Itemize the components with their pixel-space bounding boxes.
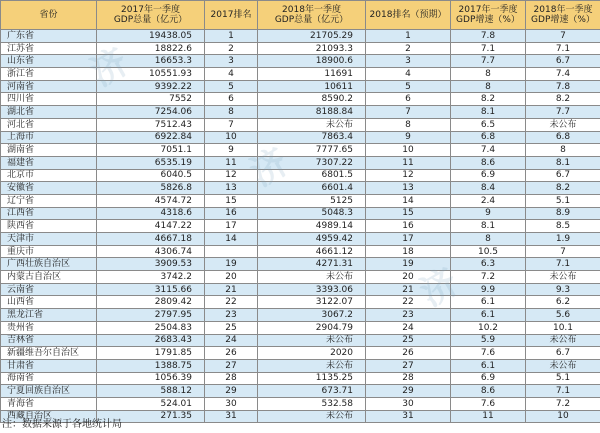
table-header-row [1,1,600,30]
cell-gdp-2017: 3909.53 [97,258,205,271]
table-row [1,30,600,43]
cell-rank-2017: 14 [205,233,258,246]
header-rank-2017: 2017排名 [205,1,258,30]
cell-growth-2018: 5.6 [526,309,600,322]
cell-growth-2017: 7.4 [451,144,526,157]
cell-province: 浙江省 [1,68,97,81]
cell-rank-2017: 30 [205,397,258,410]
cell-rank-2017: 4 [205,68,258,81]
cell-rank-2017: 29 [205,385,258,398]
cell-growth-2017: 7.8 [451,30,526,43]
cell-growth-2017: 6.1 [451,359,526,372]
cell-rank-2017: 16 [205,207,258,220]
cell-gdp-2018: 1135.25 [258,372,366,385]
cell-gdp-2018: 10611 [258,80,366,93]
cell-gdp-2018: 21093.3 [258,42,366,55]
cell-rank-2017: 10 [205,131,258,144]
cell-gdp-2017: 1791.85 [97,347,205,360]
cell-gdp-2017: 2809.42 [97,296,205,309]
table-row [1,118,600,131]
cell-province: 湖北省 [1,106,97,119]
cell-rank-2018: 21 [366,283,451,296]
cell-gdp-2018: 2020 [258,347,366,360]
cell-rank-2017: 21 [205,283,258,296]
cell-gdp-2017: 6922.84 [97,131,205,144]
cell-rank-2017: 5 [205,80,258,93]
cell-gdp-2017: 2797.95 [97,309,205,322]
cell-rank-2018: 17 [366,233,451,246]
header-gdp-2018: 2018年一季度 GDP总量（亿元） [258,1,366,30]
cell-growth-2018: 7.8 [526,80,600,93]
cell-growth-2018: 8.2 [526,93,600,106]
cell-gdp-2017: 6535.19 [97,156,205,169]
cell-gdp-2018: 3122.07 [258,296,366,309]
cell-growth-2017: 7.7 [451,55,526,68]
cell-rank-2018: 29 [366,385,451,398]
cell-gdp-2017: 16653.3 [97,55,205,68]
header-gdp-2017: 2017年一季度 GDP总量（亿元） [97,1,205,30]
cell-province: 上海市 [1,131,97,144]
cell-gdp-2018: 6801.5 [258,169,366,182]
header-province: 省份 [1,1,97,30]
table-row [1,207,600,220]
table-row [1,131,600,144]
cell-growth-2018: 8.9 [526,207,600,220]
cell-gdp-2017: 4574.72 [97,194,205,207]
cell-province: 四川省 [1,93,97,106]
cell-growth-2018: 6.8 [526,131,600,144]
cell-growth-2017: 6.8 [451,131,526,144]
cell-province: 云南省 [1,283,97,296]
cell-growth-2018: 8.5 [526,220,600,233]
cell-gdp-2017: 271.35 [97,410,205,423]
table-row [1,169,600,182]
cell-growth-2018: 未公布 [526,359,600,372]
table-row [1,55,600,68]
cell-rank-2017: 23 [205,309,258,322]
cell-rank-2017: 19 [205,258,258,271]
cell-rank-2018: 16 [366,220,451,233]
table-row [1,283,600,296]
cell-province: 山西省 [1,296,97,309]
cell-gdp-2018: 7307.22 [258,156,366,169]
cell-rank-2018: 1 [366,30,451,43]
cell-growth-2018: 1.9 [526,233,600,246]
cell-rank-2018: 27 [366,359,451,372]
cell-province: 吉林省 [1,334,97,347]
cell-growth-2017: 8.6 [451,385,526,398]
cell-rank-2017: 3 [205,55,258,68]
cell-gdp-2018: 8188.84 [258,106,366,119]
cell-rank-2017: 6 [205,93,258,106]
table-row [1,309,600,322]
table-row [1,359,600,372]
cell-gdp-2018: 4271.31 [258,258,366,271]
cell-rank-2018: 14 [366,194,451,207]
cell-gdp-2018: 3067.2 [258,309,366,322]
table-row [1,156,600,169]
cell-rank-2018: 28 [366,372,451,385]
cell-growth-2018: 5.1 [526,194,600,207]
cell-gdp-2018: 11691 [258,68,366,81]
cell-gdp-2018: 5048.3 [258,207,366,220]
cell-gdp-2017: 2504.83 [97,321,205,334]
cell-gdp-2018: 5125 [258,194,366,207]
source-note: 注：数据来源于各地统计局 [2,419,122,430]
table-row [1,194,600,207]
cell-rank-2018: 9 [366,131,451,144]
cell-gdp-2017: 7051.1 [97,144,205,157]
cell-rank-2017: 8 [205,106,258,119]
cell-rank-2018: 31 [366,410,451,423]
cell-province: 辽宁省 [1,194,97,207]
cell-rank-2017: 31 [205,410,258,423]
cell-province: 黑龙江省 [1,309,97,322]
cell-province: 西藏自治区 [1,410,97,423]
cell-gdp-2018: 6601.4 [258,182,366,195]
cell-province: 青海省 [1,397,97,410]
cell-rank-2018: 18 [366,245,451,258]
cell-growth-2017: 9 [451,207,526,220]
cell-growth-2018: 7.4 [526,68,600,81]
cell-growth-2017: 6.3 [451,258,526,271]
cell-growth-2018: 8.2 [526,182,600,195]
cell-growth-2018: 10.1 [526,321,600,334]
cell-growth-2017: 7.2 [451,271,526,284]
cell-growth-2017: 8.1 [451,106,526,119]
cell-growth-2017: 6.9 [451,169,526,182]
table-row [1,334,600,347]
cell-gdp-2018: 未公布 [258,334,366,347]
cell-gdp-2018: 21705.29 [258,30,366,43]
cell-province: 贵州省 [1,321,97,334]
cell-province: 安徽省 [1,182,97,195]
cell-rank-2018: 26 [366,347,451,360]
cell-gdp-2018: 18900.6 [258,55,366,68]
cell-province: 内蒙古自治区 [1,271,97,284]
table-row [1,93,600,106]
cell-growth-2018: 6.2 [526,296,600,309]
table-row [1,220,600,233]
cell-gdp-2017: 1056.39 [97,372,205,385]
cell-growth-2017: 6.9 [451,372,526,385]
cell-rank-2018: 30 [366,397,451,410]
cell-rank-2018: 13 [366,182,451,195]
cell-gdp-2017: 19438.05 [97,30,205,43]
cell-rank-2018: 7 [366,106,451,119]
cell-gdp-2018: 未公布 [258,359,366,372]
cell-gdp-2018: 未公布 [258,271,366,284]
cell-growth-2017: 11 [451,410,526,423]
cell-rank-2018: 2 [366,42,451,55]
cell-province: 甘肃省 [1,359,97,372]
cell-gdp-2018: 7777.65 [258,144,366,157]
cell-growth-2017: 8.2 [451,93,526,106]
cell-rank-2017: 13 [205,182,258,195]
cell-growth-2017: 7.6 [451,397,526,410]
cell-growth-2017: 7.6 [451,347,526,360]
cell-growth-2018: 6.7 [526,55,600,68]
cell-growth-2018: 6.7 [526,169,600,182]
cell-gdp-2018: 3393.06 [258,283,366,296]
cell-rank-2017: 24 [205,334,258,347]
header-rank-2018: 2018排名（预期） [366,1,451,30]
cell-gdp-2017: 4147.22 [97,220,205,233]
cell-province: 江西省 [1,207,97,220]
cell-rank-2017: 17 [205,220,258,233]
cell-province: 湖南省 [1,144,97,157]
cell-gdp-2018: 2904.79 [258,321,366,334]
cell-gdp-2017: 7512.43 [97,118,205,131]
cell-growth-2018: 7.1 [526,385,600,398]
table-row [1,80,600,93]
cell-gdp-2018: 4989.14 [258,220,366,233]
cell-gdp-2017: 5826.8 [97,182,205,195]
cell-rank-2017: 25 [205,321,258,334]
cell-rank-2018: 15 [366,207,451,220]
cell-gdp-2017: 524.01 [97,397,205,410]
cell-rank-2018: 19 [366,258,451,271]
cell-rank-2018: 6 [366,93,451,106]
cell-rank-2017: 11 [205,156,258,169]
cell-province: 广东省 [1,30,97,43]
cell-growth-2018: 未公布 [526,118,600,131]
cell-growth-2017: 6.1 [451,309,526,322]
table-row [1,42,600,55]
cell-rank-2018: 3 [366,55,451,68]
table-row [1,385,600,398]
table-row [1,321,600,334]
cell-gdp-2018: 4959.42 [258,233,366,246]
cell-growth-2018: 8 [526,144,600,157]
table-row [1,347,600,360]
cell-gdp-2018: 673.71 [258,385,366,398]
cell-growth-2017: 2.4 [451,194,526,207]
cell-growth-2018: 未公布 [526,334,600,347]
cell-growth-2017: 8.1 [451,220,526,233]
cell-growth-2018: 7.1 [526,42,600,55]
cell-province: 北京市 [1,169,97,182]
cell-growth-2018: 7.7 [526,106,600,119]
cell-growth-2018: 10 [526,410,600,423]
table-row [1,397,600,410]
cell-gdp-2017: 4306.74 [97,245,205,258]
cell-rank-2018: 10 [366,144,451,157]
cell-growth-2017: 10.5 [451,245,526,258]
cell-growth-2018: 7.2 [526,397,600,410]
header-growth-2018: 2018年一季度 GDP增速（%） [526,1,600,30]
cell-province: 河北省 [1,118,97,131]
cell-gdp-2017: 4318.6 [97,207,205,220]
cell-growth-2018: 7.1 [526,258,600,271]
cell-gdp-2018: 7863.4 [258,131,366,144]
cell-rank-2018: 4 [366,68,451,81]
cell-rank-2017: 20 [205,271,258,284]
cell-growth-2017: 9.9 [451,283,526,296]
table-row [1,233,600,246]
cell-rank-2017: 22 [205,296,258,309]
cell-rank-2017: 9 [205,144,258,157]
cell-province: 河南省 [1,80,97,93]
cell-rank-2017: 15 [205,194,258,207]
cell-growth-2017: 6.1 [451,296,526,309]
cell-growth-2017: 5.9 [451,334,526,347]
cell-province: 江苏省 [1,42,97,55]
cell-rank-2017: 26 [205,347,258,360]
cell-rank-2017: 28 [205,372,258,385]
cell-growth-2017: 8 [451,80,526,93]
cell-growth-2017: 6.5 [451,118,526,131]
table-row [1,144,600,157]
cell-rank-2017: 1 [205,30,258,43]
cell-rank-2018: 25 [366,334,451,347]
cell-gdp-2018: 4661.12 [258,245,366,258]
cell-rank-2018: 12 [366,169,451,182]
table-row [1,296,600,309]
cell-gdp-2017: 9392.22 [97,80,205,93]
cell-rank-2018: 20 [366,271,451,284]
cell-growth-2017: 8.6 [451,156,526,169]
cell-gdp-2017: 3742.2 [97,271,205,284]
table-body [1,30,600,423]
table-row [1,372,600,385]
table-row [1,258,600,271]
cell-gdp-2017: 2683.43 [97,334,205,347]
table-row [1,245,600,258]
cell-gdp-2017: 18822.6 [97,42,205,55]
cell-province: 陕西省 [1,220,97,233]
cell-province: 宁夏回族自治区 [1,385,97,398]
cell-province: 海南省 [1,372,97,385]
cell-rank-2017 [205,245,258,258]
cell-growth-2017: 7.1 [451,42,526,55]
cell-gdp-2018: 未公布 [258,410,366,423]
cell-growth-2018: 8.1 [526,156,600,169]
cell-growth-2018: 6.7 [526,347,600,360]
cell-province: 天津市 [1,233,97,246]
cell-rank-2017: 12 [205,169,258,182]
cell-province: 重庆市 [1,245,97,258]
cell-gdp-2017: 4667.18 [97,233,205,246]
cell-gdp-2017: 7254.06 [97,106,205,119]
cell-rank-2018: 11 [366,156,451,169]
cell-rank-2017: 7 [205,118,258,131]
cell-gdp-2017: 6040.5 [97,169,205,182]
cell-growth-2017: 8 [451,68,526,81]
table-row [1,68,600,81]
cell-gdp-2017: 7552 [97,93,205,106]
cell-growth-2018: 5.1 [526,372,600,385]
cell-rank-2018: 23 [366,309,451,322]
cell-growth-2017: 8.4 [451,182,526,195]
table-row [1,271,600,284]
cell-rank-2018: 24 [366,321,451,334]
cell-gdp-2017: 588.12 [97,385,205,398]
cell-growth-2018: 未公布 [526,271,600,284]
cell-growth-2017: 8 [451,233,526,246]
cell-province: 福建省 [1,156,97,169]
cell-rank-2018: 22 [366,296,451,309]
table-row [1,106,600,119]
cell-province: 山东省 [1,55,97,68]
cell-gdp-2017: 3115.66 [97,283,205,296]
cell-gdp-2017: 10551.93 [97,68,205,81]
cell-gdp-2018: 532.58 [258,397,366,410]
cell-growth-2018: 9.3 [526,283,600,296]
cell-rank-2017: 27 [205,359,258,372]
header-growth-2017: 2017年一季度 GDP增速（%） [451,1,526,30]
cell-gdp-2018: 8590.2 [258,93,366,106]
cell-province: 广西壮族自治区 [1,258,97,271]
cell-rank-2017: 2 [205,42,258,55]
cell-gdp-2017: 1388.75 [97,359,205,372]
cell-gdp-2018: 未公布 [258,118,366,131]
cell-rank-2018: 8 [366,118,451,131]
cell-province: 新疆维吾尔自治区 [1,347,97,360]
table-row [1,182,600,195]
cell-growth-2018: 7 [526,245,600,258]
cell-rank-2018: 5 [366,80,451,93]
cell-growth-2017: 10.2 [451,321,526,334]
cell-growth-2018: 7 [526,30,600,43]
